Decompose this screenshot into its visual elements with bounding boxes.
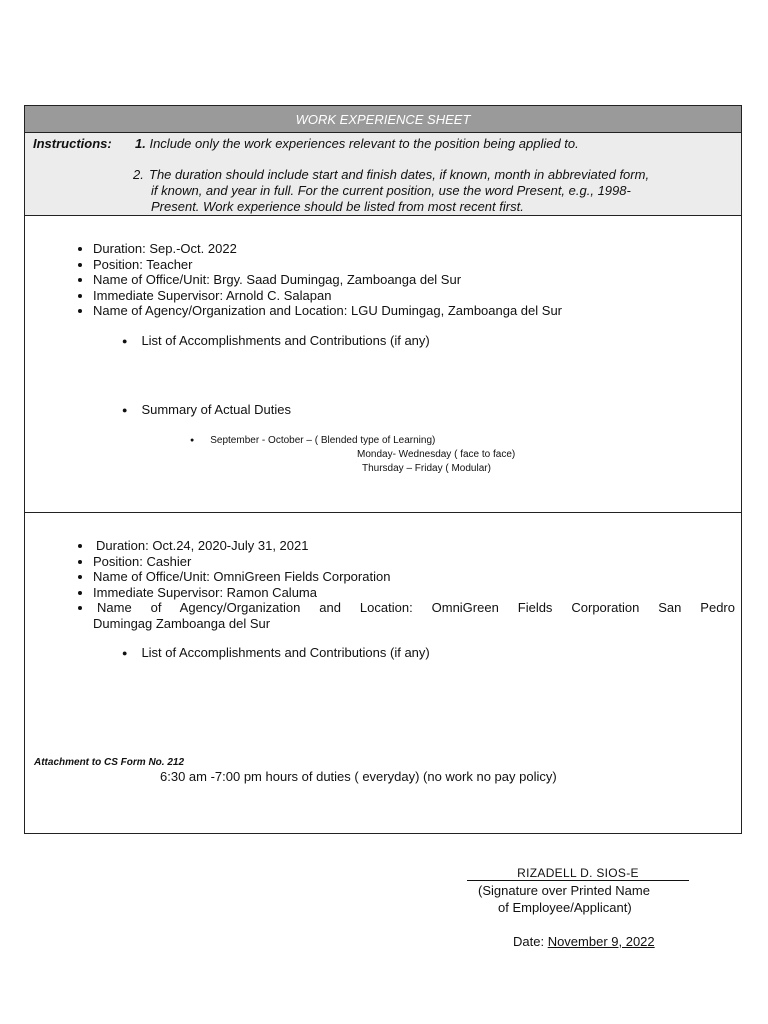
entry-1-duties-line1-text: September - October – ( Blended type of Learning): [210, 435, 436, 446]
date-row: [513, 934, 655, 949]
work-experience-sheet: [24, 105, 742, 834]
entry-2-hours: 6:30 am -7:00 pm hours of duties ( everyday) (no work no pay policy): [160, 769, 557, 784]
instructions-label: Instructions:: [33, 136, 112, 151]
entry-2-accomplishments: [122, 645, 430, 660]
entry-1-duration: • Duration: Sep.-Oct. 2022: [93, 241, 735, 257]
entry-1-duties: [122, 402, 291, 417]
signature-name: RIZADELL D. SIOS-E: [467, 866, 689, 881]
entry-1-duties-line2: Monday- Wednesday ( face to face): [357, 449, 516, 460]
instruction-1: [135, 136, 579, 151]
work-entry-2: [25, 513, 741, 837]
instruction-1-text: Include only the work experiences relevant to the position being applied to.: [149, 136, 579, 151]
entry-1-accomplishments: [122, 333, 430, 348]
instructions-box: [25, 133, 741, 216]
entry-2-agency: [93, 600, 735, 616]
instruction-2-line2: if known, and year in full. For the current position, use the word Present, e.g., 1998-: [151, 183, 631, 198]
entry-2-agency-line2: Dumingag Zamboanga del Sur: [93, 616, 271, 631]
entry-2-duration: • Duration: Oct.24, 2020-July 31, 2021: [93, 538, 735, 554]
entry-2-position: • Position: Cashier: [93, 554, 735, 570]
entry-2-accomplishments-label: List of Accomplishments and Contributions (if any): [141, 645, 430, 660]
sheet-title: WORK EXPERIENCE SHEET: [25, 106, 741, 133]
signature-caption-line1: (Signature over Printed Name: [478, 883, 650, 898]
entry-1-duties-line3: Thursday – Friday ( Modular): [362, 463, 491, 474]
entry-1-duties-label: Summary of Actual Duties: [141, 402, 291, 417]
attachment-label: Attachment to CS Form No. 212: [34, 757, 188, 768]
entry-2-fields: [93, 538, 735, 616]
entry-2-agency-line1: Name of Agency/Organization and Location: OmniGreen Fields Corporation San Pedro: [97, 600, 735, 616]
entry-1-accomplishments-label: List of Accomplishments and Contributions (if any): [141, 333, 430, 348]
entry-1-fields: [93, 241, 735, 319]
date-label: Date:: [513, 934, 548, 949]
instruction-2-line1: The duration should include start and finish dates, if known, month in abbreviated form,: [149, 167, 650, 182]
entry-2-supervisor: • Immediate Supervisor: Ramon Caluma: [93, 585, 735, 601]
instruction-2: [133, 167, 735, 215]
instruction-2-line3: Present. Work experience should be listed from most recent first.: [151, 199, 524, 214]
entry-1-agency: • Name of Agency/Organization and Location: LGU Dumingag, Zamboanga del Sur: [93, 303, 735, 319]
instruction-2-number: 2.: [133, 167, 144, 182]
signature-caption-line2: of Employee/Applicant): [498, 900, 632, 915]
date-value: November 9, 2022: [547, 934, 655, 949]
entry-2-office: • Name of Office/Unit: OmniGreen Fields Corporation: [93, 569, 735, 585]
entry-1-supervisor: • Immediate Supervisor: Arnold C. Salapan: [93, 288, 735, 304]
entry-1-office: • Name of Office/Unit: Brgy. Saad Dumingag, Zamboanga del Sur: [93, 272, 735, 288]
entry-1-position: • Position: Teacher: [93, 257, 735, 273]
entry-1-duties-line1: [190, 435, 435, 446]
instruction-1-number: 1.: [135, 136, 146, 151]
work-entry-1: [25, 216, 741, 513]
